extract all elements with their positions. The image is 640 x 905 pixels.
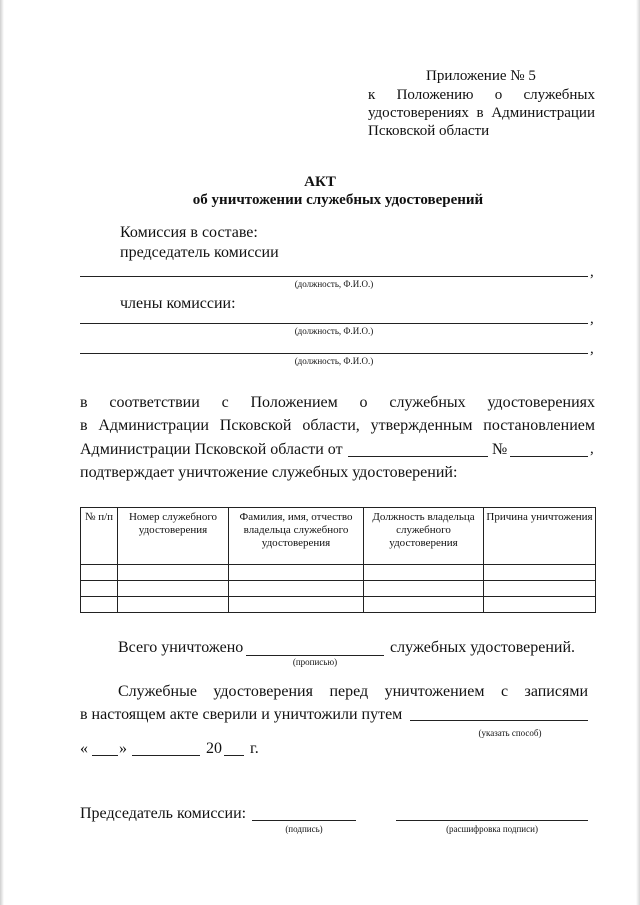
chairman-fill-line[interactable] xyxy=(80,276,588,277)
col-header-reason: Причина уничтожения xyxy=(484,508,596,565)
act-title: АКТ xyxy=(304,174,336,190)
table-row[interactable] xyxy=(81,581,596,597)
signature-decode-line[interactable] xyxy=(396,820,588,821)
member-1-fill-line[interactable] xyxy=(80,323,588,324)
method-line[interactable] xyxy=(410,720,588,721)
commission-chairman-label: председатель комиссии xyxy=(120,244,279,261)
decree-date-line[interactable] xyxy=(348,456,488,457)
date-close-quote: » xyxy=(119,740,127,757)
appendix-title: Приложение № 5 xyxy=(426,68,536,84)
total-amount-line[interactable] xyxy=(246,655,384,656)
col-header-owner-position: Должность владельца служебного удостоверения xyxy=(364,508,484,565)
body-line-4: подтверждает уничтожение служебных удостоверений: xyxy=(80,464,458,481)
appendix-line-3: Псковской области xyxy=(368,123,490,139)
date-month-line[interactable] xyxy=(132,755,200,756)
decree-comma: , xyxy=(590,441,594,457)
verify-line-1: Служебные удостоверения перед уничтожением с записями xyxy=(118,683,588,700)
date-open-quote: « xyxy=(80,740,88,757)
decree-number-sign: № xyxy=(492,441,508,458)
date-year-line[interactable] xyxy=(224,755,244,756)
member-1-position-hint: (должность, Ф.И.О.) xyxy=(294,326,374,336)
table-row[interactable] xyxy=(81,565,596,581)
col-header-owner-name: Фамилия, имя, отчество владельца служебного удостоверения xyxy=(229,508,364,565)
decree-number-line[interactable] xyxy=(510,456,588,457)
col-header-number: № п/п xyxy=(81,508,118,565)
destruction-table xyxy=(80,507,596,613)
date-year-suffix: г. xyxy=(250,740,259,757)
total-suffix: служебных удостоверений. xyxy=(390,639,576,656)
chairman-position-hint: (должность, Ф.И.О.) xyxy=(294,279,374,289)
page-edge-left xyxy=(0,0,4,905)
date-day-line[interactable] xyxy=(92,755,118,756)
act-subtitle: об уничтожении служебных удостоверений xyxy=(192,192,484,208)
member-2-comma: , xyxy=(590,341,594,357)
member-2-fill-line[interactable] xyxy=(80,353,588,354)
body-line-1: в соответствии с Положением о служебных удостоверениях xyxy=(80,394,595,411)
total-hint: (прописью) xyxy=(292,657,338,667)
date-year-prefix: 20 xyxy=(206,740,222,757)
signature-decode-hint: (расшифровка подписи) xyxy=(446,824,538,834)
chairman-comma: , xyxy=(590,264,594,280)
commission-composition: Комиссия в составе: xyxy=(120,224,258,241)
commission-members-label: члены комиссии: xyxy=(120,295,236,312)
verify-line-2: в настоящем акте сверили и уничтожили путем xyxy=(80,706,403,723)
body-line-3-text: Администрации Псковской области от xyxy=(80,441,343,458)
appendix-line-1: к Положению о служебных xyxy=(368,87,595,103)
body-line-2: в Администрации Псковской области, утвержденным постановлением xyxy=(80,417,595,434)
appendix-line-2: удостоверениях в Администрации xyxy=(368,105,595,121)
total-label: Всего уничтожено xyxy=(118,639,244,656)
table-row[interactable] xyxy=(81,597,596,613)
signature-label: Председатель комиссии: xyxy=(80,805,247,822)
page-edge-right xyxy=(636,0,640,905)
member-1-comma: , xyxy=(590,311,594,327)
method-hint: (указать способ) xyxy=(478,728,542,738)
signature-line[interactable] xyxy=(252,820,356,821)
table-header-row xyxy=(81,508,596,565)
signature-hint: (подпись) xyxy=(285,824,323,834)
col-header-id-number: Номер служебного удостоверения xyxy=(118,508,229,565)
member-2-position-hint: (должность, Ф.И.О.) xyxy=(294,356,374,366)
